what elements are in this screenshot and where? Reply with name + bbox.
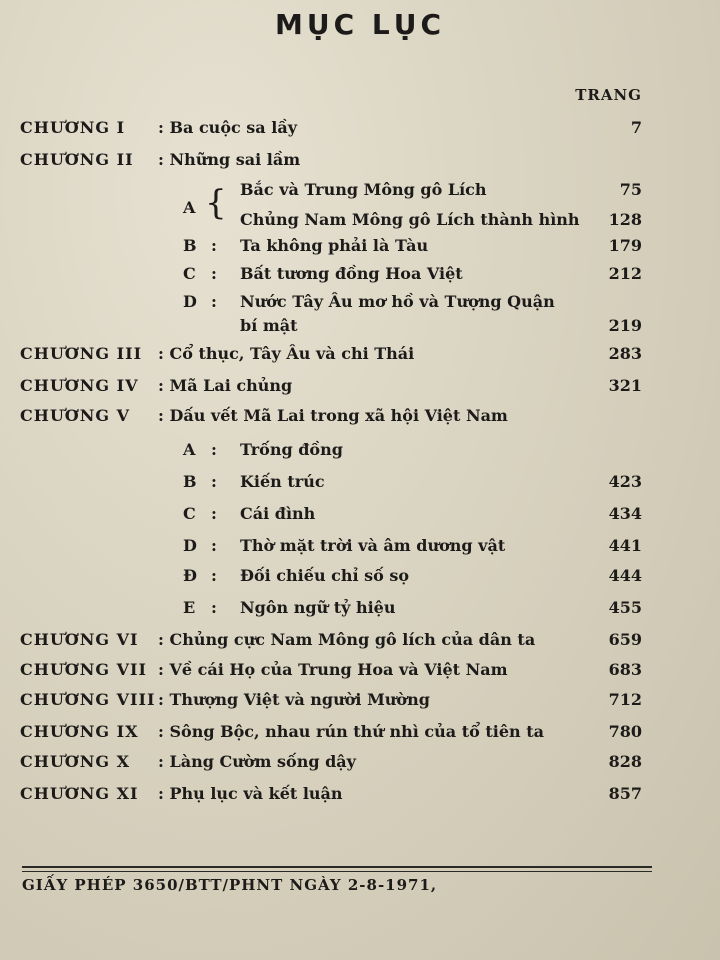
section-colon: : [211, 472, 217, 491]
page-number: 659 [608, 630, 642, 649]
chapter-entry [0, 406, 720, 436]
section-title: Bất tương đồng Hoa Việt [240, 264, 463, 283]
section-title: Ta không phải là Tàu [240, 236, 429, 255]
page-number: 283 [608, 344, 642, 363]
chapter-entry [0, 660, 720, 690]
section-title: bí mật [240, 316, 298, 335]
chapter-entry [0, 690, 720, 720]
license-footer: GIẤY PHÉP 3650/BTT/PHNT NGÀY 2-8-1971, [22, 876, 438, 894]
chapter-entry [0, 722, 720, 752]
page-column-header: TRANG [575, 86, 642, 104]
page-number: 683 [608, 660, 642, 679]
page-number: 712 [608, 690, 642, 709]
chapter-entry [0, 752, 720, 782]
section-letter: B [183, 472, 197, 491]
section-entry [0, 504, 720, 534]
chapter-label: CHƯƠNG I [20, 118, 126, 137]
section-colon: : [211, 566, 217, 585]
section-entry [0, 264, 720, 294]
section-letter: B [183, 236, 197, 255]
section-letter: C [183, 264, 196, 283]
section-colon: : [211, 236, 217, 255]
divider [22, 866, 652, 868]
chapter-title: : Cổ thục, Tây Âu và chi Thái [158, 344, 415, 363]
page-number: 7 [630, 118, 642, 137]
section-title: Nước Tây Âu mơ hồ và Tượng Quận [240, 292, 555, 311]
section-title: Bắc và Trung Mông gô Lích [240, 180, 487, 199]
page-number: 441 [608, 536, 642, 555]
chapter-title: : Phụ lục và kết luận [158, 784, 343, 803]
brace-icon: { [205, 183, 227, 223]
chapter-label: CHƯƠNG VIII [20, 690, 156, 709]
section-colon: : [211, 504, 217, 523]
section-letter: A [183, 198, 196, 217]
chapter-label: CHƯƠNG II [20, 150, 134, 169]
chapter-label: CHƯƠNG IV [20, 376, 139, 395]
chapter-title: : Làng Cườm sống dậy [158, 752, 356, 771]
chapter-title: : Những sai lầm [158, 150, 301, 169]
page-number: 444 [608, 566, 642, 585]
chapter-entry [0, 150, 720, 180]
chapter-title: : Chủng cực Nam Mông gô lích của dân ta [158, 630, 536, 649]
page-number: 128 [608, 210, 642, 229]
page-number: 828 [608, 752, 642, 771]
divider [22, 871, 652, 872]
chapter-title: : Thượng Việt và người Mường [158, 690, 430, 709]
page-number: 75 [619, 180, 642, 199]
chapter-title: : Dấu vết Mã Lai trong xã hội Việt Nam [158, 406, 508, 425]
chapter-entry [0, 344, 720, 374]
chapter-entry [0, 784, 720, 814]
section-colon: : [211, 598, 217, 617]
page-title: MỤC LỤC [274, 8, 446, 41]
section-title: Cái đình [240, 504, 316, 523]
chapter-entry [0, 630, 720, 660]
chapter-label: CHƯƠNG IX [20, 722, 139, 741]
page-number: 455 [608, 598, 642, 617]
section-title: Chủng Nam Mông gô Lích thành hình [240, 210, 580, 229]
page-number: 179 [608, 236, 642, 255]
section-entry [0, 536, 720, 566]
page-number: 321 [608, 376, 642, 395]
chapter-label: CHƯƠNG X [20, 752, 131, 771]
section-entry [0, 598, 720, 628]
section-letter: C [183, 504, 196, 523]
chapter-title: : Ba cuộc sa lầy [158, 118, 297, 137]
chapter-label: CHƯƠNG VI [20, 630, 139, 649]
section-colon: : [211, 264, 217, 283]
section-entry [0, 472, 720, 502]
section-letter: D [183, 292, 197, 311]
chapter-label: CHƯƠNG III [20, 344, 143, 363]
chapter-label: CHƯƠNG VII [20, 660, 147, 679]
section-colon: : [211, 292, 217, 311]
section-entry [0, 180, 720, 217]
chapter-title: : Về cái Họ của Trung Hoa và Việt Nam [158, 660, 508, 679]
chapter-label: CHƯƠNG V [20, 406, 131, 425]
section-entry [0, 566, 720, 596]
section-letter: A [183, 440, 196, 459]
section-entry [0, 316, 720, 346]
chapter-title: : Mã Lai chủng [158, 376, 293, 395]
section-title: Ngôn ngữ tỷ hiệu [240, 598, 396, 617]
section-entry [0, 236, 720, 266]
page-number: 423 [608, 472, 642, 491]
page-number: 857 [608, 784, 642, 803]
section-entry [0, 440, 720, 470]
section-letter: D [183, 536, 197, 555]
section-colon: : [211, 440, 217, 459]
section-letter: E [183, 598, 196, 617]
section-letter: Đ [183, 566, 197, 585]
section-title: Trống đồng [240, 440, 343, 459]
page-number: 780 [608, 722, 642, 741]
page-number: 212 [608, 264, 642, 283]
page-number: 219 [608, 316, 642, 335]
chapter-entry [0, 376, 720, 406]
chapter-label: CHƯƠNG XI [20, 784, 139, 803]
section-colon: : [211, 536, 217, 555]
chapter-entry [0, 118, 720, 148]
section-title: Kiến trúc [240, 472, 325, 491]
section-title: Thờ mặt trời và âm dương vật [240, 536, 506, 555]
page-number: 434 [608, 504, 642, 523]
section-title: Đối chiếu chỉ số sọ [240, 566, 410, 585]
chapter-title: : Sông Bộc, nhau rún thứ nhì của tổ tiên ta [158, 722, 544, 741]
